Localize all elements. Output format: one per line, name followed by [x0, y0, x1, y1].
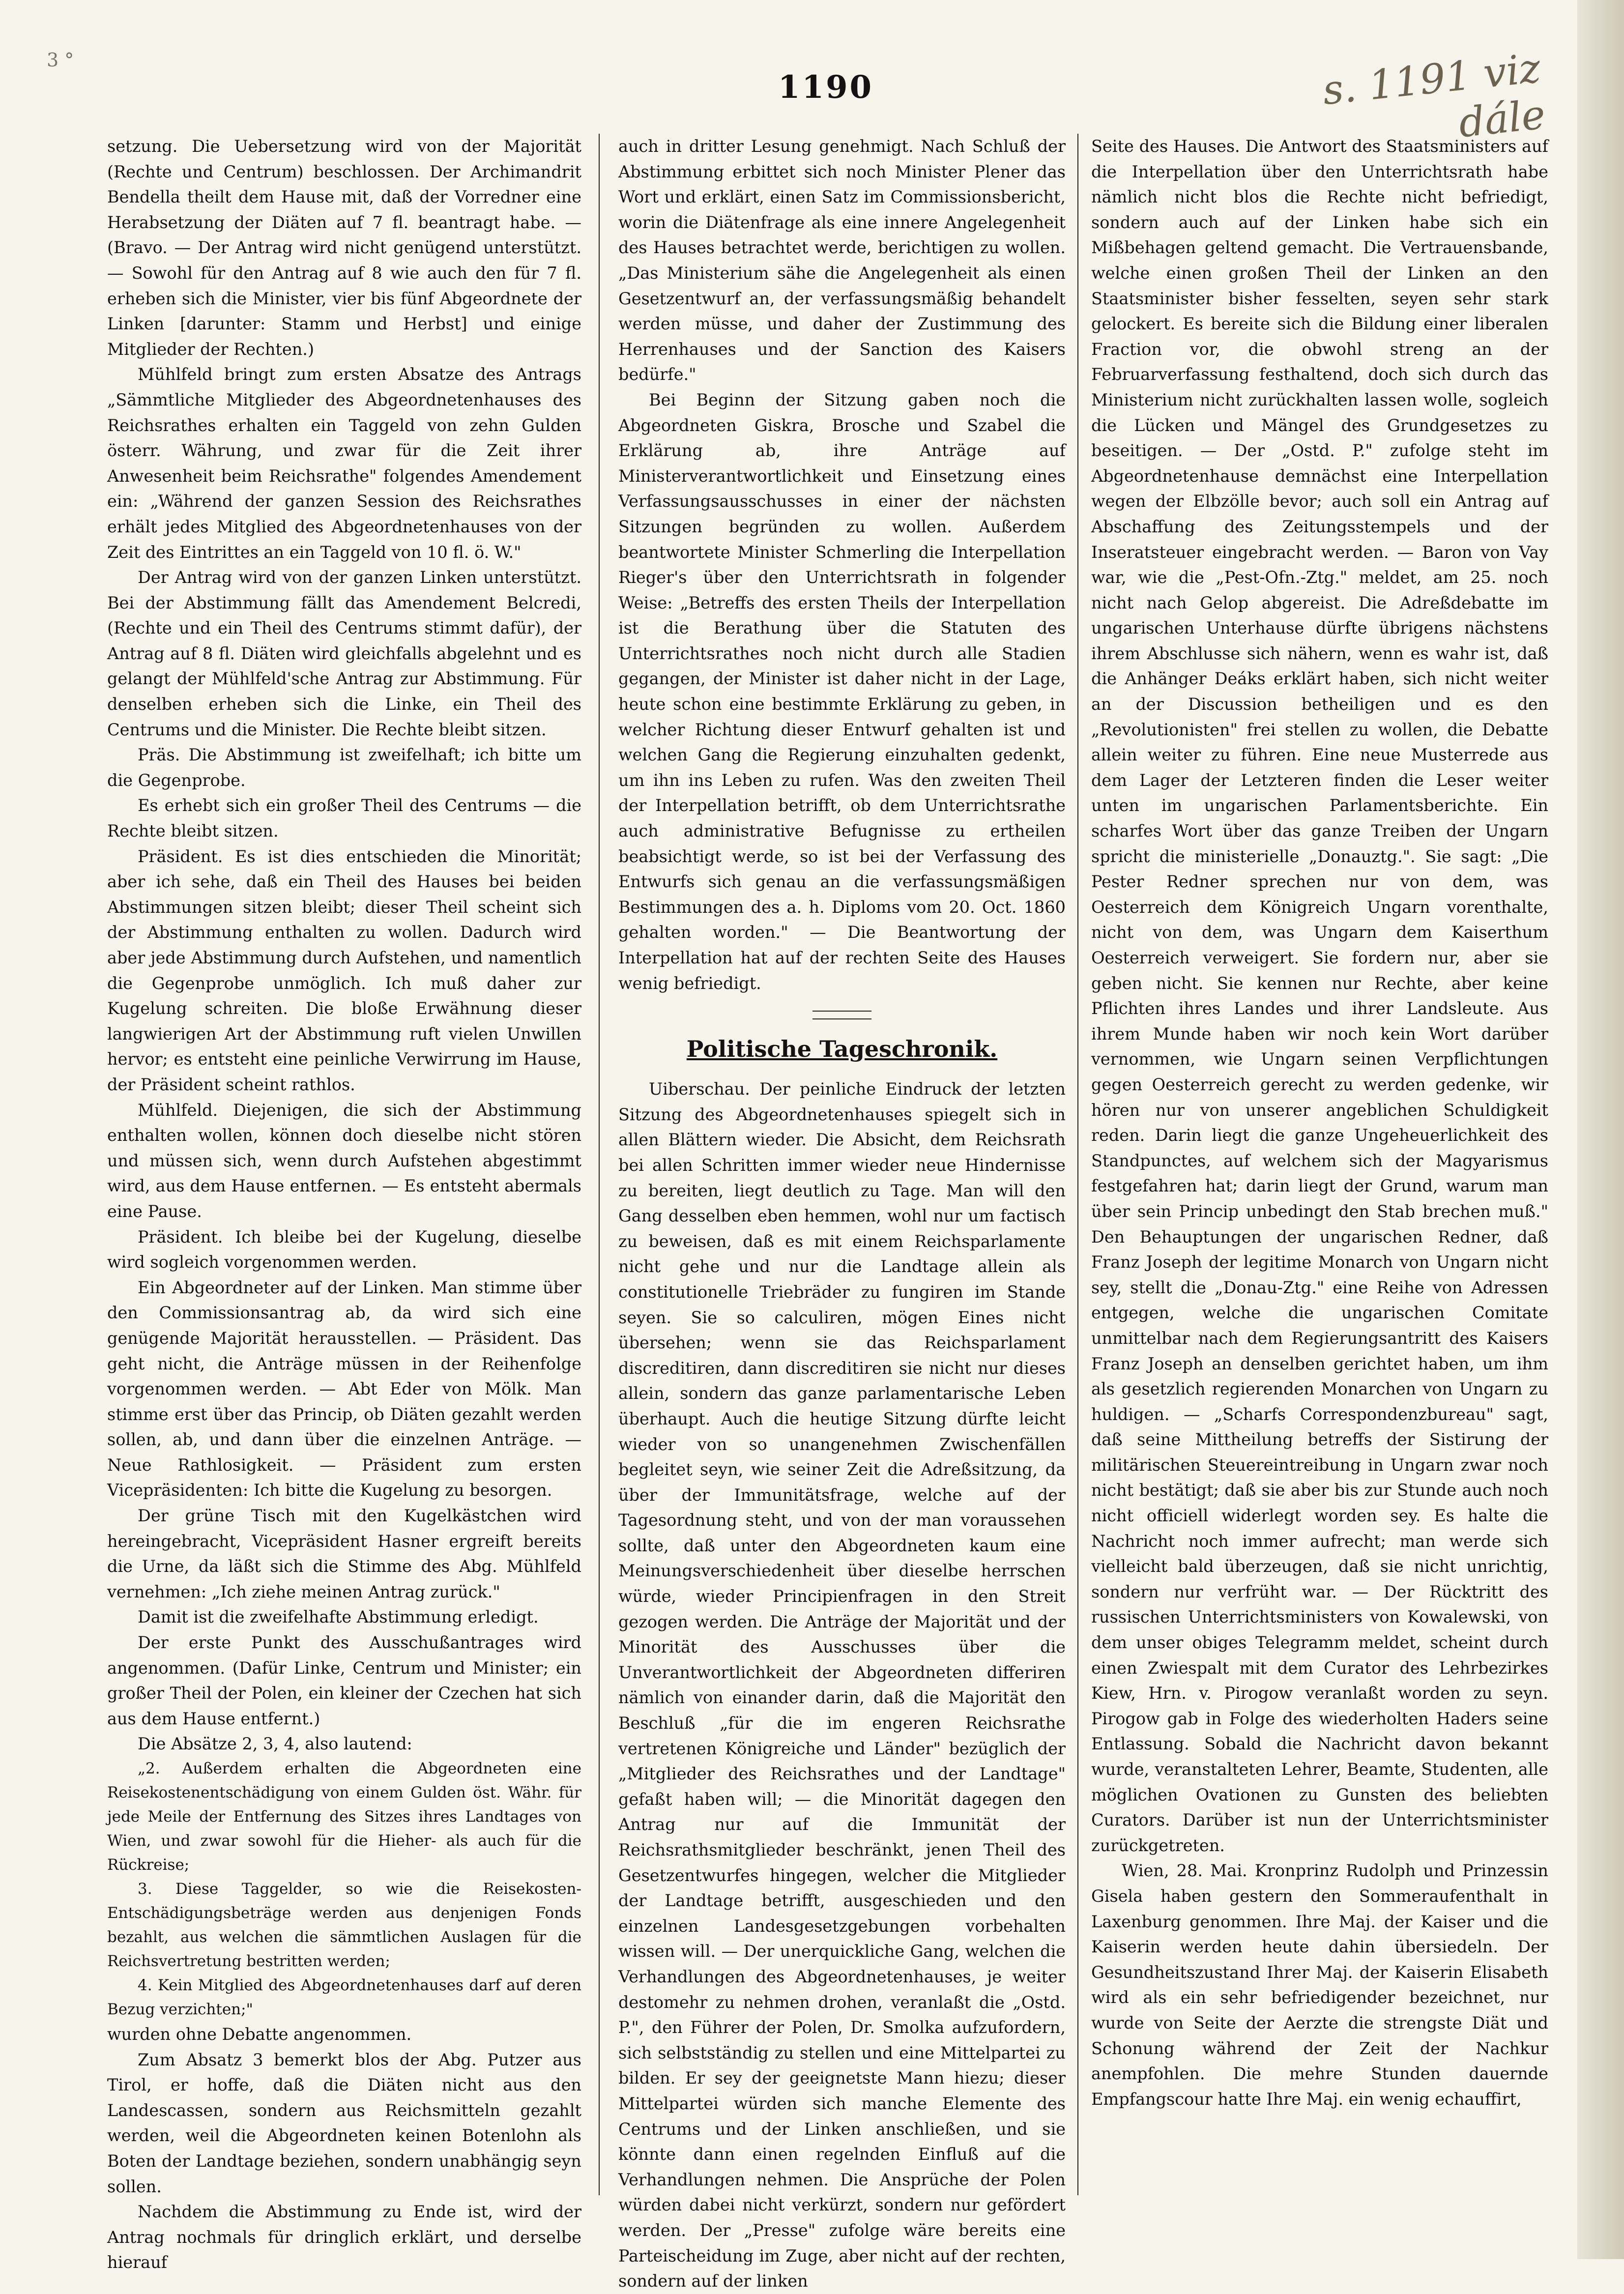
paragraph: Uiberschau. Der peinliche Eindruck der letzten Sitzung des Abgeordnetenhauses spiegelt sich in allen Blättern wieder. Die Absicht, dem Reichsrath bei allen Schritten immer wieder neue Hindernisse zu bereiten, liegt deutlich zu Tage. Man will den Gang desselben eben hemmen, wohl nur um factisch zu beweisen, daß es mit einem Reichsparlamente nicht gehe und nur die Landtage allein als constitutionelle Triebräder zu fungiren im Stande seyen. Sie so calculiren, mögen Eines nicht übersehen; wenn sie das Reichsparlament discreditiren, dann discreditiren sie nicht nur dieses allein, sondern das ganze parlamentarische Leben überhaupt. Auch die heutige Sitzung dürfte leicht wieder von so unangenehmen Zwischenfällen begleitet seyn, wie seiner Zeit die Adreßsitzung, da über der Immunitätsfrage, welche auf der Tagesordnung steht, und von der man voraussehen sollte, daß unter den Abgeordneten kaum eine Meinungsverschiedenheit über dieselbe herrschen würde, wieder Principienfragen in den Streit gezogen werden. Die Anträge der Majorität und der Minorität des Ausschusses über die Unverantwortlichkeit der Abgeordneten differiren nämlich von einander darin, daß die Majorität den Beschluß „für die im engeren Reichsrathe vertretenen Königreiche und Länder" bezüglich der „Mitglieder des Reichsrathes und der Landtage" gefaßt haben will; — die Minorität dagegen den Antrag nur auf die Immunität der Reichsrathsmitglieder beschränkt, jenen Theil des Gesetzentwurfes hingegen, welcher die Mitglieder der Landtage betrifft, ausgeschieden und den einzelnen Landesgesetzgebungen vorbehalten wissen will. — Der unerquickliche Gang, welchen die Verhandlungen des Abgeordnetenhauses, je weiter destomehr zu nehmen drohen, veranlaßt die „Ostd. P.", den Führer der Polen, Dr. Smolka aufzufordern, sich selbstständig zu stellen und eine Mittelpartei zu bilden. Er sey der geeignetste Mann hiezu; dieser Mittelpartei würden sich manche Elemente des Centrums und der Linken anschließen, und sie könnte dann einen regelnden Einfluß auf die Verhandlungen nehmen. Die Ansprüche der Polen würden dabei nicht verkürzt, sondern nur gefördert werden. Der „Presse" zufolge wäre bereits eine Parteischeidung im Zuge, aber nicht auf der rechten, sondern auf der linken — [618, 1079, 1066, 2291]
column-left — [107, 134, 581, 2272]
paragraph: Präs. Die Abstimmung ist zweifelhaft; ich bitte um die Gegenprobe. — [107, 745, 581, 790]
paragraph: Der grüne Tisch mit den Kugelkästchen wird hereingebracht, Vicepräsident Hasner ergreift bereits die Urne, da läßt sich die Stimme des Abg. Mühlfeld vernehmen: „Ich ziehe meinen Antrag zurück." — [107, 1506, 581, 1601]
paragraph: Damit ist die zweifelhafte Abstimmung erledigt. — [138, 1607, 539, 1627]
paragraph: Der erste Punkt des Ausschußantrages wird angenommen. (Dafür Linke, Centrum und Minister; ein großer Theil der Polen, ein kleiner der Czechen hat sich aus dem Hause entfernt.) — [107, 1633, 581, 1728]
section-title: Politische Tageschronik. — [686, 1036, 998, 1063]
paragraph: Mühlfeld bringt zum ersten Absatze des Antrags „Sämmtliche Mitglieder des Abgeordnetenhauses des Reichsrathes erhalten ein Taggeld von zehn Gulden österr. Währung, und zwar für die Zeit ihrer Anwesenheit beim Reichsrathe" folgendes Amendement ein: „Während der ganzen Session des Reichsrathes erhält jedes Mitglied des Abgeordnetenhauses von der Zeit des Eintrittes an ein Taggeld von 10 fl. ö. W." — [107, 365, 581, 562]
column-rule-2 — [1077, 134, 1078, 2195]
paragraph: Seite des Hauses. Die Antwort des Staatsministers auf die Interpellation über den Unterrichtsrath habe nämlich nicht blos die Rechte nicht befriedigt, sondern auch auf der Linken habe sich ein Mißbehagen geltend gemacht. Die Vertrauensbande, welche einen großen Theil der Linken an den Staatsminister bisher fesselten, seyen sehr stark gelockert. Es bereite sich die Bildung einer liberalen Fraction vor, die obwohl streng an der Februarverfassung festhaltend, doch sich durch das Ministerium nicht zurückhalten lassen wolle, sogleich die Lücken und Mängel des Grundgesetzes zu beseitigen. — Der „Ostd. P." zufolge steht im Abgeordnetenhause demnächst eine Interpellation wegen der Elbzölle bevor; auch soll ein Antrag auf Abschaffung des Zeitungsstempels und der Inseratsteuer eingebracht werden. — Baron von Vay war, wie die „Pest-Ofn.-Ztg." meldet, am 25. noch nicht nach Gelop abgereist. Die Adreßdebatte im ungarischen Unterhause dürfte übrigens nächstens ihrem Abschlusse sich nähern, wenn es wahr ist, daß die Anhänger Deáks erklärt haben, sich nicht weiter an der Discussion betheiligen und es den „Revolutionisten" frei stellen zu wollen, die Debatte allein weiter zu führen. Eine neue Musterrede aus dem Lager der Letzteren finden die Leser weiter unten im ungarischen Parlamentsberichte. Ein scharfes Wort über das ganze Treiben der Ungarn spricht die ministerielle „Donauztg.". Sie sagt: „Die Pester Redner sprechen nur von dem, was Oesterreich dem Königreich Ungarn vorenthalte, nicht von dem, was Ungarn dem Kaiserthum Oesterreich verweigert. Sie fordern nur, aber sie geben nicht. Sie kennen nur Rechte, aber keine Pflichten ihres Landes und ihrer Landsleute. Aus ihrem Munde haben wir noch kein Wort darüber vernommen, wie Ungarn seinen Verpflichtungen gegen Oesterreich gerecht zu werden gedenke, wir hören nur von unserer angeblichen Schuldigkeit reden. Darin liegt die ganze Ungeheuerlichkeit des Standpunctes, auf welchem sich der Magyarismus festgefahren hat; darin liegt der Grund, warum man über sein Princip unbedingt den Stab brechen muß." Den Behauptungen der ungarischen Redner, daß Franz Joseph der legitime Monarch von Ungarn nicht sey, stellt die „Donau-Ztg." eine Reihe von Adressen entgegen, welche die ungarischen Comitate unmittelbar nach dem Regierungsantritt des Kaisers Franz Joseph an denselben gerichtet haben, um ihm als gesetzlich regierenden Monarchen von Ungarn zu huldigen. — „Scharfs Correspondenzbureau" sagt, daß seine Mittheilung betreffs der Sistirung der militärischen Steuereintreibung in Ungarn zwar noch nicht bestätigt; daß sie aber bis zur Stunde auch noch nicht officiell widerlegt worden sey. Es halte die Nachricht noch immer aufrecht; man werde sich vielleicht bald überzeugen, daß sie nicht unrichtig, sondern nur verfrüht war. — Der Rücktritt des russischen Unterrichtsministers von Kowalewski, von dem unser obiges Telegramm meldet, scheint durch einen Zwiespalt mit dem Curator des Lehrbezirkes Kiew, Hrn. v. Pirogow veranlaßt worden zu seyn. Pirogow gab in Folge des wiederholten Haders seine Entlassung. Sobald die Nachricht davon bekannt wurde, veranstalteten Lehrer, Beamte, Studenten, alle möglichen Ovationen zu Gunsten des beliebten Curators. Darüber ist nun der Unterrichtsminister zurückgetreten. — [1091, 137, 1548, 1855]
quoted-clause: 4. Kein Mitglied des Abgeordnetenhauses darf auf deren Bezug verzichten;" — [107, 1976, 581, 2018]
section-separator — [812, 1011, 871, 1019]
paragraph: wurden ohne Debatte angenommen. — [107, 2025, 412, 2044]
paragraph: Mühlfeld. Diejenigen, die sich der Abstimmung enthalten wollen, können doch dieselbe nicht stören und müssen sich, wenn durch Aufstehen abgestimmt wird, aus dem Hause entfernen. — Es entsteht abermals eine Pause. — [107, 1100, 581, 1221]
handwritten-note: s. 1191 viz dále — [1320, 45, 1548, 147]
paragraph: Nachdem die Abstimmung zu Ende ist, wird der Antrag nochmals für dringlich erklärt, und derselbe hierauf — [107, 2202, 581, 2272]
column-middle — [618, 134, 1066, 2291]
paragraph: Die Absätze 2, 3, 4, also lautend: — [138, 1734, 412, 1754]
quoted-clause: „2. Außerdem erhalten die Abgeordneten eine Reisekostenentschädigung von einem Gulden öst. Währ. für jede Meile der Entfernung des Sitzes ihres Landtages von Wien, und zwar sowohl für die Hieher- als auch für die Rückreise; — [107, 1760, 581, 1874]
paragraph: setzung. Die Uebersetzung wird von der Majorität (Rechte und Centrum) beschlossen. Der Archimandrit Bendella theilt dem Hause mit, daß der Vorredner eine Herabsetzung der Diäten auf 7 fl. beantragt habe. — (Bravo. — Der Antrag wird nicht genügend unterstützt. — Sowohl für den Antrag auf 8 wie auch den für 7 fl. erheben sich die Minister, vier bis fünf Abgeordnete der Linken [darunter: Stamm und Herbst] und einige Mitglieder der Rechten.) — [107, 137, 581, 359]
paragraph: Zum Absatz 3 bemerkt blos der Abg. Putzer aus Tirol, er hoffe, daß die Diäten nicht aus den Landescassen, sondern aus Reichsmitteln gezahlt werden, weil die Abgeordneten keinen Botenlohn als Boten der Landtage beziehen, sondern unabhängig seyn sollen. — [107, 2050, 581, 2196]
paragraph: Präsident. Ich bleibe bei der Kugelung, dieselbe wird sogleich vorgenommen werden. — [107, 1227, 581, 1272]
paragraph: Wien, 28. Mai. Kronprinz Rudolph und Prinzessin Gisela haben gestern den Sommeraufenthalt in Laxenburg genommen. Ihre Maj. der Kaiser und die Kaiserin werden heute dahin übersiedeln. Der Gesundheitszustand Ihrer Maj. der Kaiserin Elisabeth wird als ein sehr befriedigender bezeichnet, nur wurde von Seite der Aerzte die strengste Diät und Schonung während der Zeit der Nachkur anempfohlen. Die mehre Stunden dauernde Empfangscour hatte Ihre Maj. ein wenig echauffirt, — [1091, 1861, 1548, 2109]
column-rule-1 — [599, 134, 600, 2195]
page-number: 1190 — [778, 69, 874, 106]
page-edge — [1577, 0, 1624, 2259]
paragraph: auch in dritter Lesung genehmigt. Nach Schluß der Abstimmung erbittet sich noch Minister Plener das Wort und erklärt, einen Satz im Commissionsbericht, worin die Diätenfrage als eine innere Angelegenheit des Hauses betrachtet werde, berichtigen zu wollen. „Das Ministerium sähe die Angelegenheit als einen Gesetzentwurf an, der verfassungsmäßig behandelt werden müsse, und daher der Zustimmung des Herrenhauses und der Sanction des Kaisers bedürfe." — [618, 137, 1066, 384]
quoted-clause: 3. Diese Taggelder, so wie die Reisekosten-Entschädigungsbeträge werden aus denjenigen Fonds bezahlt, aus welchen die sämmtlichen Auslagen für die Reichsvertretung bestritten werden; — [107, 1880, 581, 1970]
paragraph: Ein Abgeordneter auf der Linken. Man stimme über den Commissionsantrag ab, da wird sich eine genügende Majorität herausstellen. — Präsident. Das geht nicht, die Anträge müssen in der Reihenfolge vorgenommen werden. — Abt Eder von Mölk. Man stimme erst über das Princip, ob Diäten gezahlt werden sollen, ab, und dann über die einzelnen Anträge. — Neue Rathlosigkeit. — Präsident zum ersten Vicepräsidenten: Ich bitte die Kugelung zu besorgen. — [107, 1278, 581, 1500]
paragraph: Der Antrag wird von der ganzen Linken unterstützt. Bei der Abstimmung fällt das Amendement Belcredi, (Rechte und ein Theil des Centrums stimmt dafür), der Antrag auf 8 fl. Diäten wird gleichfalls abgelehnt und es gelangt der Mühlfeld'sche Antrag zur Abstimmung. Für denselben erheben sich die Linke, ein Theil des Centrums und die Minister. Die Rechte bleibt sitzen. — [107, 568, 581, 739]
margin-mark: 3 ° — [47, 49, 74, 71]
paragraph: Präsident. Es ist dies entschieden die Minorität; aber ich sehe, daß ein Theil des Hauses bei beiden Abstimmungen sitzen bleibt; dieser Theil scheint sich der Abstimmung enthalten zu wollen. Dadurch wird aber jede Abstimmung durch Aufstehen, und namentlich die Gegenprobe unmöglich. Ich muß daher zur Kugelung schreiten. Die bloße Erwähnung dieser langwierigen Art der Abstimmung ruft vielen Unwillen hervor; es entsteht eine peinliche Verwirrung im Hause, der Präsident scheint rathlos. — [107, 846, 581, 1094]
paragraph: Es erhebt sich ein großer Theil des Centrums — die Rechte bleibt sitzen. — [107, 796, 581, 841]
column-right — [1091, 134, 1548, 2195]
paragraph: Bei Beginn der Sitzung gaben noch die Abgeordneten Giskra, Brosche und Szabel die Erklärung ab, ihre Anträge auf Ministerverantwortlichkeit und Einsetzung eines Verfassungsausschusses in einer der nächsten Sitzungen begründen zu wollen. Außerdem beantwortete Minister Schmerling die Interpellation Rieger's über den Unterrichtsrath in folgender Weise: „Betreffs des ersten Theils der Interpellation ist die Berathung über die Statuten des Unterrichtsrathes noch nicht durch alle Stadien gegangen, der Minister ist daher nicht in der Lage, heute schon eine bestimmte Erklärung zu geben, in welcher Richtung dieser Entwurf gehalten ist und welchen Gang die Regierung einzuhalten gedenkt, um ihn ins Leben zu rufen. Was den zweiten Theil der Interpellation betrifft, ob dem Unterrichtsrathe auch administrative Befugnisse zu ertheilen beabsichtigt werde, so ist bei der Verfassung des Entwurfs sich genau an die verfassungsmäßigen Bestimmungen des a. h. Diploms vom 20. Oct. 1860 gehalten worden." — Die Beantwortung der Interpellation hat auf der rechten Seite des Hauses wenig befriedigt. — [618, 390, 1066, 993]
